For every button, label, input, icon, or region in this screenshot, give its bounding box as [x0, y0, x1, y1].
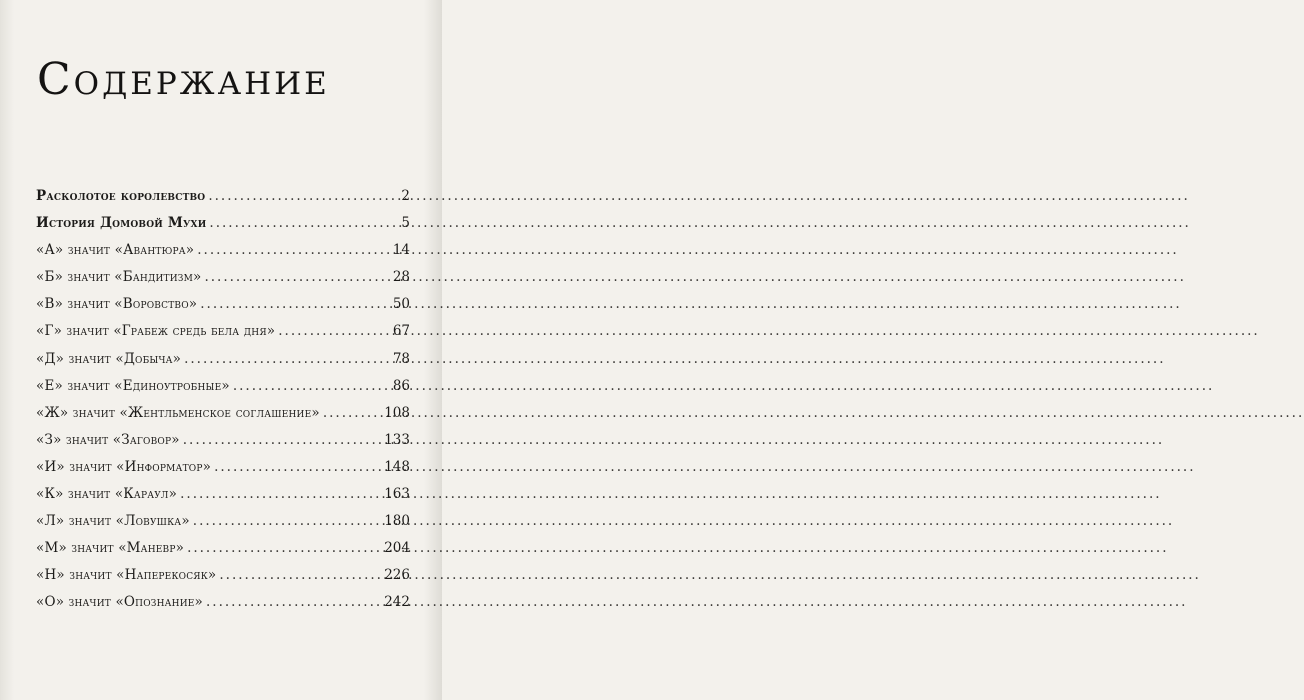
toc-entry-page-number: 242 — [384, 594, 410, 611]
toc-entry — [36, 183, 410, 210]
toc-entry-title: «К» значит «Караул» — [36, 486, 178, 503]
toc-entry-title: «Е» значит «Единоутробные» — [36, 377, 230, 394]
page-title: Содержание — [37, 54, 330, 105]
toc-entry — [36, 373, 410, 400]
toc-entry — [36, 562, 410, 589]
toc-entry-page-number: 14 — [392, 242, 410, 259]
dot-leader — [197, 237, 390, 264]
toc-entry-title: «Л» значит «Ловушка» — [36, 513, 190, 530]
dot-leader — [209, 210, 398, 237]
dot-leader — [214, 454, 381, 481]
dot-leader — [323, 400, 381, 427]
toc-entry — [36, 427, 410, 454]
dot-leader — [204, 264, 389, 291]
dot-leader — [233, 373, 390, 400]
toc-entry-title: «Н» значит «Наперекосяк» — [36, 567, 217, 584]
toc-entry-title: История Домовой Мухи — [36, 215, 207, 232]
toc-entry-page-number: 86 — [392, 377, 410, 394]
page-gutter-shadow — [0, 0, 14, 700]
toc-entry — [36, 264, 410, 291]
toc-entry — [36, 400, 410, 427]
toc-entry — [36, 346, 410, 373]
toc-entry-page-number: 163 — [384, 486, 410, 503]
toc-entry-title: «Ж» значит «Жентльменское соглашение» — [36, 404, 320, 421]
dot-leader — [187, 535, 381, 562]
toc-entry-page-number: 67 — [392, 323, 410, 340]
dot-leader — [278, 318, 390, 345]
dot-leader — [193, 508, 381, 535]
toc-entry-title: «Б» значит «Бандитизм» — [36, 269, 202, 286]
toc-entry-page-number: 78 — [392, 350, 410, 367]
toc-entry-title: «А» значит «Авантюра» — [36, 242, 195, 259]
dot-leader — [180, 481, 381, 508]
dot-leader — [206, 589, 381, 616]
toc-entry-title: «Г» значит «Грабеж средь бела дня» — [36, 323, 276, 340]
toc-entry — [36, 535, 410, 562]
toc-entry-page-number: 108 — [384, 404, 410, 421]
toc-entry-page-number: 204 — [384, 540, 410, 557]
toc-entry-page-number: 28 — [392, 269, 410, 286]
toc-entry-page-number: 5 — [401, 215, 410, 232]
dot-leader — [219, 562, 381, 589]
toc-entry-title: «В» значит «Воровство» — [36, 296, 198, 313]
toc-entry-page-number: 2 — [401, 188, 410, 204]
toc-entry-title: «М» значит «Маневр» — [36, 540, 185, 557]
toc-entry-title: «О» значит «Опознание» — [36, 594, 204, 611]
toc-entry — [36, 481, 410, 508]
toc-entry-page-number: 133 — [384, 431, 410, 448]
toc-entry-title: Расколотое королевство — [36, 188, 206, 204]
dot-leader — [208, 183, 398, 210]
toc-entry — [36, 508, 410, 535]
toc-entry-page-number: 180 — [384, 513, 410, 530]
toc-entry — [36, 318, 410, 345]
table-of-contents — [36, 183, 410, 617]
toc-entry-title: «З» значит «Заговор» — [36, 431, 180, 448]
toc-entry-page-number: 50 — [392, 296, 410, 313]
dot-leader — [200, 291, 390, 318]
dot-leader — [184, 346, 390, 373]
toc-entry-title: «И» значит «Информатор» — [36, 458, 212, 475]
toc-entry — [36, 237, 410, 264]
dot-leader — [183, 427, 381, 454]
toc-entry — [36, 589, 410, 616]
toc-entry-page-number: 226 — [384, 567, 410, 584]
toc-entry-page-number: 148 — [384, 458, 410, 475]
toc-entry — [36, 291, 410, 318]
toc-entry-title: «Д» значит «Добыча» — [36, 350, 182, 367]
toc-entry — [36, 454, 410, 481]
toc-entry — [36, 210, 410, 237]
